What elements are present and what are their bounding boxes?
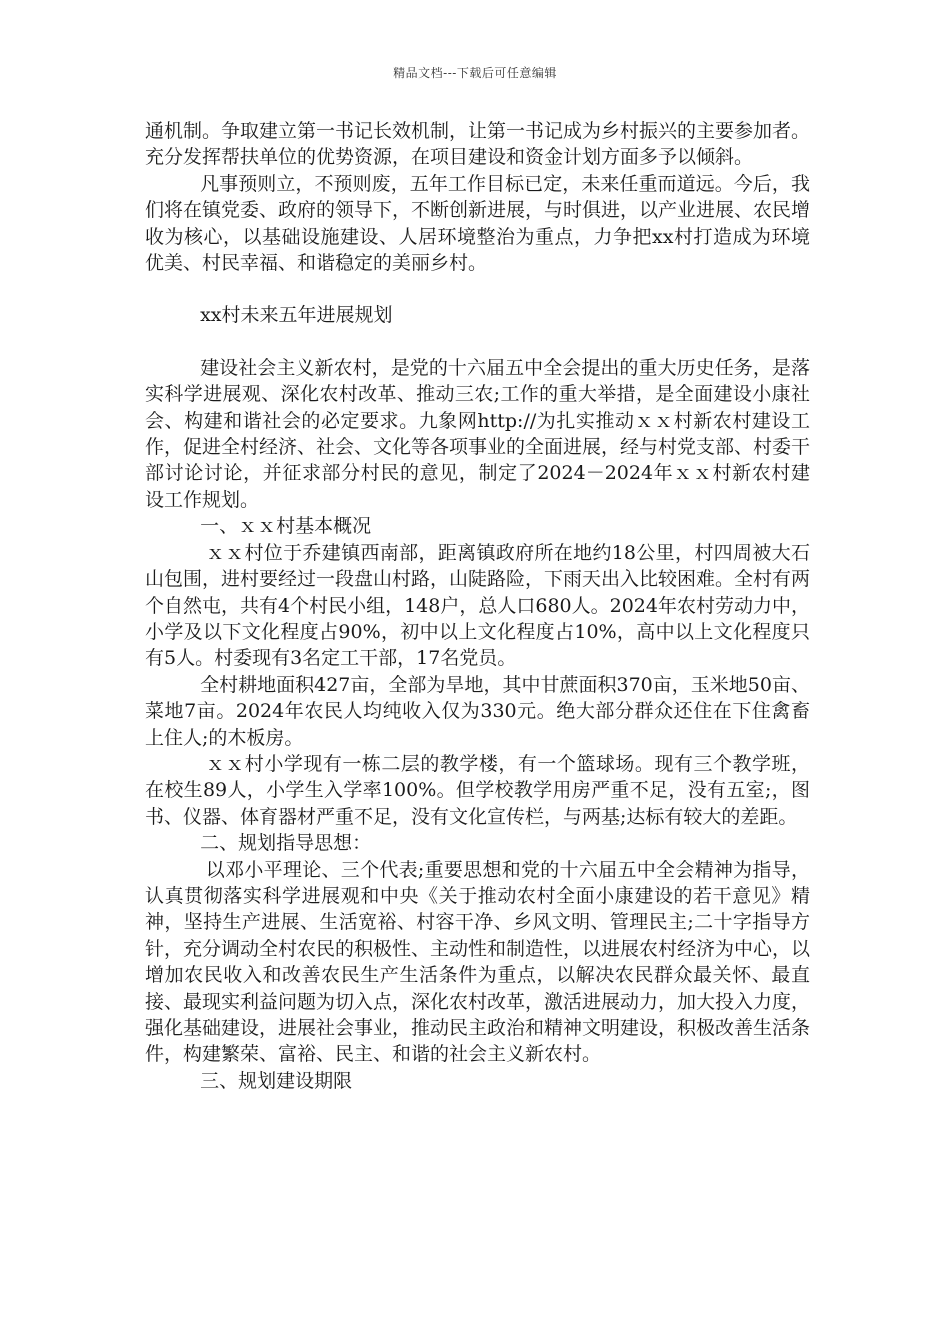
paragraph-3: 建设社会主义新农村，是党的十六届五中全会提出的重大历史任务，是落实科学进展观、深化农村改革、推动三农;工作的重大举措，是全面建设小康社会、构建和谐社会的必定要求。九象网http://为扎实推动ｘｘ村新农村建设工作，促进全村经济、社会、文化等各项事业的全面进展，经与村党支部、村委干部讨论讨论，并征求部分村民的意见，制定了2024－2024年ｘｘ村新农村建设工作规划。 [145, 356, 811, 511]
paragraph-6: ｘｘ村小学现有一栋二层的教学楼，有一个篮球场。现有三个教学班，在校生89人，小学生入学率100%。但学校教学用房严重不足，没有五室;，图书、仪器、体育器材严重不足，没有文化宣传栏，与两基;达标有较大的差距。 [145, 752, 810, 828]
heading-2: 二、规划指导思想： [200, 832, 372, 855]
page-header: 精品文档---下载后可任意编辑 [393, 66, 557, 80]
paragraph-1: 通机制。争取建立第一书记长效机制，让第一书记成为乡村振兴的主要参加者。充分发挥帮扶单位的优势资源，在项目建设和资金计划方面多予以倾斜。 [145, 120, 811, 169]
paragraph-2: 凡事预则立，不预则废，五年工作目标已定，未来任重而道远。今后，我们将在镇党委、政府的领导下，不断创新进展，与时俱进，以产业进展、农民增收为核心，以基础设施建设、人居环境整治为重点，力争把xx村打造成为环境优美、村民幸福、和谐稳定的美丽乡村。 [145, 172, 811, 275]
paragraph-7: 以邓小平理论、三个代表;重要思想和党的十六届五中全会精神为指导，认真贯彻落实科学进展观和中央《关于推动农村全面小康建设的若干意见》精神，坚持生产进展、生活宽裕、村容干净、乡风文明、管理民主;二十字指导方针，充分调动全村农民的积极性、主动性和制造性，以进展农村经济为中心，以增加农民收入和改善农民生产生活条件为重点，以解决农民群众最关怀、最直接、最现实利益问题为切入点，深化农村改革，激活进展动力，加大投入力度，强化基础建设，进展社会事业，推动民主政治和精神文明建设，积极改善生活条件，构建繁荣、富裕、民主、和谐的社会主义新农村。 [145, 858, 811, 1066]
document-body [145, 118, 810, 1094]
section-title: xx村未来五年进展规划 [200, 304, 393, 327]
heading-1: 一、ｘｘ村基本概况 [200, 515, 372, 538]
paragraph-5: 全村耕地面积427亩，全部为旱地，其中甘蔗面积370亩，玉米地50亩、菜地7亩。2024年农民人均纯收入仅为330元。绝大部分群众还住在下住禽畜上住人;的木板房。 [145, 673, 810, 749]
heading-3: 三、规划建设期限 [200, 1069, 353, 1092]
paragraph-4: ｘｘ村位于乔建镇西南部，距离镇政府所在地约18公里，村四周被大石山包围，进村要经过一段盘山村路，山陡路险，下雨天出入比较困难。全村有两个自然屯，共有4个村民小组，148户，总人口680人。2024年农村劳动力中，小学及以下文化程度占90%，初中以上文化程度占10%，高中以上文化程度只有5人。村委现有3名定工干部，17名党员。 [145, 541, 811, 670]
